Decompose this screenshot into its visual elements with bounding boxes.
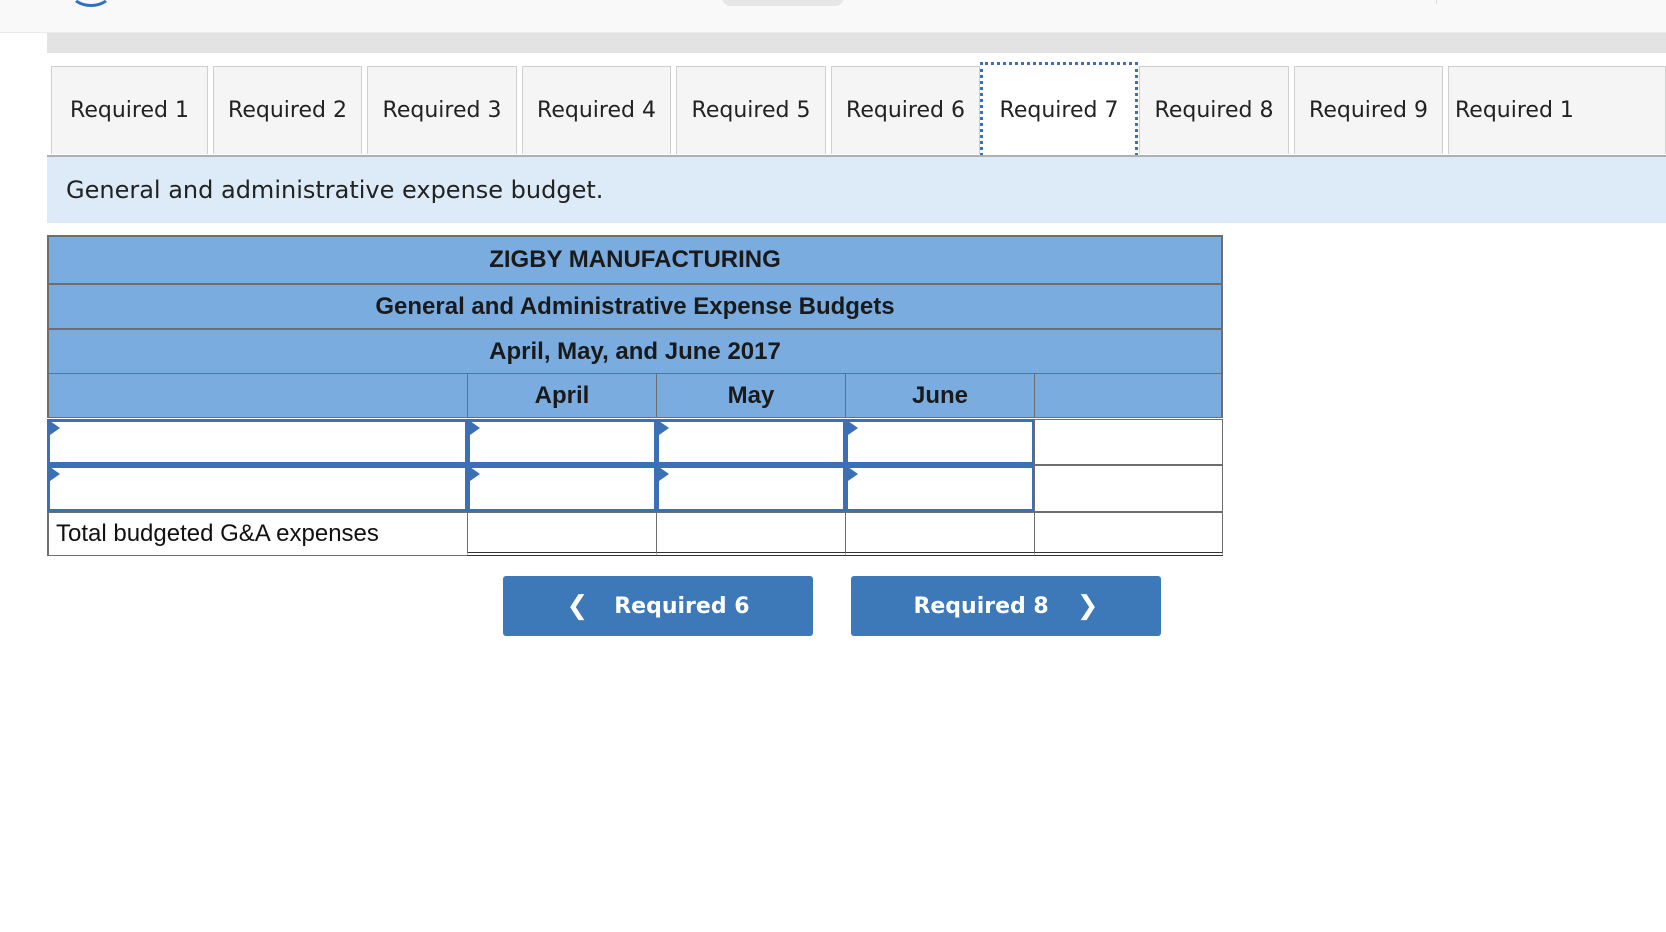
tab-required-2[interactable]: Required 2 [213,66,362,154]
tab-required-5[interactable]: Required 5 [676,66,826,154]
instruction-text: General and administrative expense budget. [66,176,604,204]
next-required-label: Required 8 [913,593,1049,619]
column-header-june: June [845,373,1035,418]
tab-required-3[interactable]: Required 3 [367,66,517,154]
june-input-1[interactable] [845,419,1035,465]
toolbar-pill[interactable] [722,0,844,6]
input-marker-icon [659,467,669,481]
tab-required-9[interactable]: Required 9 [1294,66,1443,154]
tab-required-1[interactable]: Required 1 [51,66,208,154]
column-header-blank [47,373,468,418]
prev-required-label: Required 6 [614,593,750,619]
input-marker-icon [470,467,480,481]
input-marker-icon [848,421,858,435]
input-marker-icon [50,421,60,435]
prev-required-button[interactable] [503,576,813,636]
chevron-right-icon: ❯ [1076,591,1099,621]
june-input-2[interactable] [845,465,1035,512]
column-header-may: May [656,373,846,418]
april-input-2[interactable] [467,465,657,512]
extra-cell-2 [1034,465,1223,512]
total-label: Total budgeted G&A expenses [47,512,468,556]
column-header-extra [1034,373,1223,418]
next-required-button[interactable] [851,576,1161,636]
expense-label-input-2[interactable] [47,465,468,512]
total-april [467,512,657,556]
input-marker-icon [50,467,60,481]
expense-label-input-1[interactable] [47,419,468,465]
tab-required-6[interactable]: Required 6 [831,66,980,154]
toolbar-divider [1436,0,1437,4]
chevron-left-icon: ❮ [566,591,589,621]
column-header-april: April [467,373,657,418]
budget-period: April, May, and June 2017 [47,328,1223,373]
requirement-tabs [47,62,1666,156]
total-may [656,512,846,556]
top-toolbar [0,0,1666,33]
total-june [845,512,1035,556]
april-input-1[interactable] [467,419,657,465]
input-marker-icon [659,421,669,435]
tab-required-4[interactable]: Required 4 [522,66,671,154]
logo-circle-icon [70,0,112,7]
may-input-1[interactable] [656,419,846,465]
may-input-2[interactable] [656,465,846,512]
input-marker-icon [848,467,858,481]
budget-title: General and Administrative Expense Budgets [47,283,1223,328]
company-header: ZIGBY MANUFACTURING [47,235,1223,283]
input-marker-icon [470,421,480,435]
total-extra [1034,512,1223,556]
tab-required-10[interactable]: Required 1 [1448,66,1666,154]
instruction-banner [47,157,1666,223]
extra-cell-1 [1034,419,1223,465]
tab-required-8[interactable]: Required 8 [1139,66,1289,154]
tab-required-7[interactable]: Required 7 [980,62,1138,156]
progress-strip [47,33,1666,53]
